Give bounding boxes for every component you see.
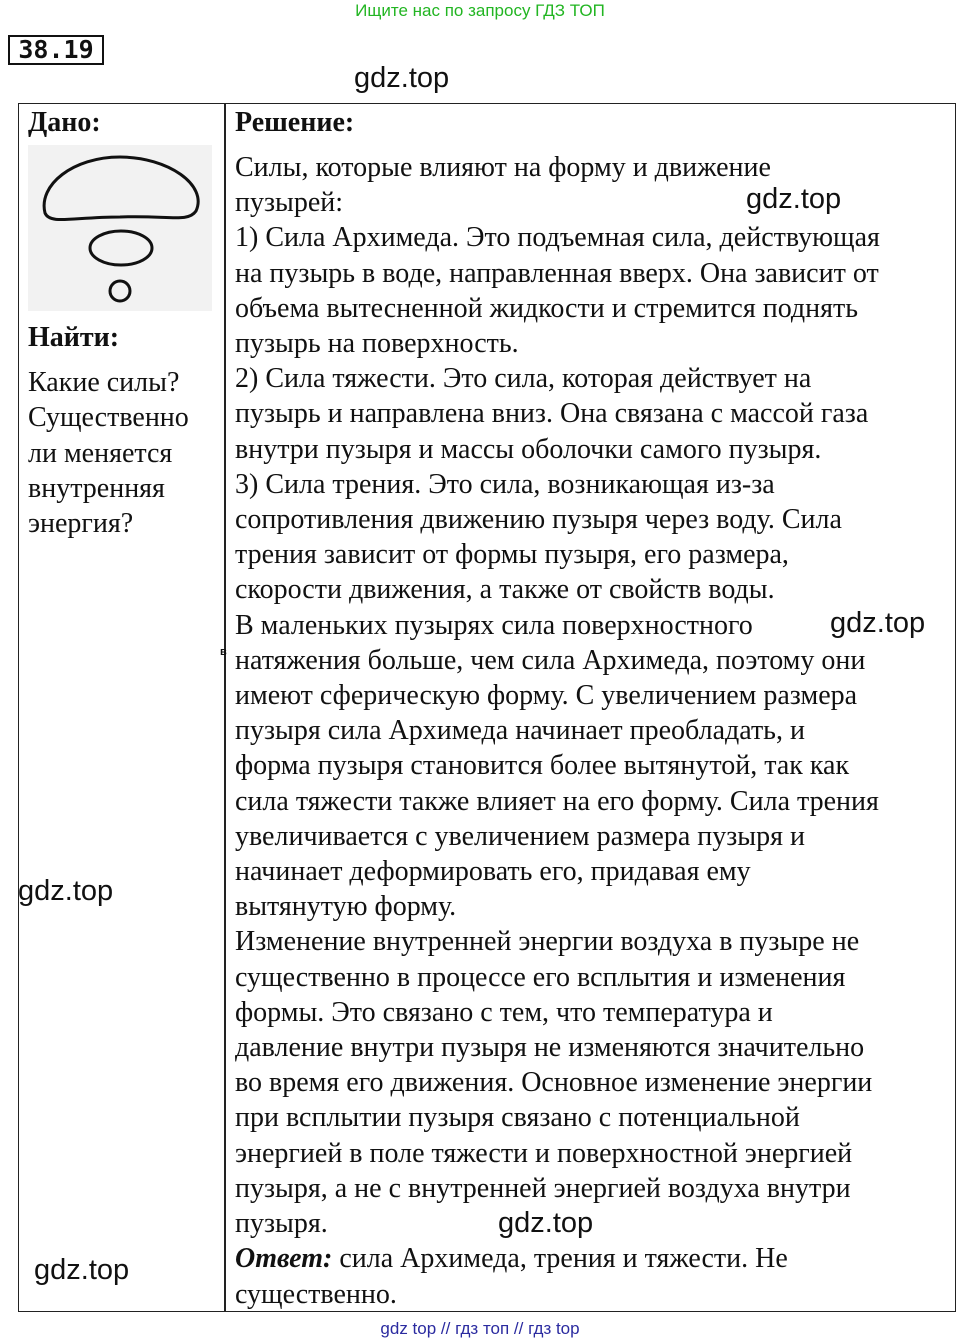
answer-label: Ответ: [235,1243,333,1275]
solution-text [235,150,947,1312]
find-label: Найти: [28,322,120,353]
solution-line: трения зависит от формы пузыря, его размера, [235,539,789,571]
solution-line: пузырь на поверхность. [235,328,519,360]
problem-number: 38.19 [8,35,104,65]
solution-line: форма пузыря становится более вытянутой, так как [235,750,850,782]
solution-line: объема вытесненной жидкости и стремится поднять [235,292,858,324]
solution-line: формы. Это связано с тем, что температура и [235,996,773,1028]
solution-line: при всплытии пузыря связано с потенциальной [235,1102,800,1134]
solution-line: 3) Сила трения. Это сила, возникающая из-за [235,468,775,500]
watermark: gdz.top [34,1254,130,1286]
solution-line: энергией в поле тяжести и поверхностной энергией [235,1137,853,1169]
solution-line: Изменение внутренней энергии воздуха в пузыре не [235,926,860,958]
solution-line: скорости движения, а также от свойств воды. [235,574,775,606]
solution-line: сопротивления движению пузыря через воду. Сила [235,504,842,536]
watermark: gdz.top [18,875,114,907]
given-label: Дано: [28,107,101,138]
solution-line: на пузырь в воде, направленная вверх. Она зависит от [235,257,879,289]
solution-line: пузыря. [235,1208,328,1240]
solution-line: внутри пузыря и массы оболочки самого пузыря. [235,433,822,465]
solution-line: пузыря сила Архимеда начинает преобладать, и [235,715,805,747]
stray-mark: в [220,646,227,658]
solution-line: во время его движения. Основное изменение энергии [235,1067,873,1099]
solution-line: пузырей: [235,187,344,219]
solution-line: пузыря, а не с внутренней энергией воздуха внутри [235,1172,851,1204]
solution-line: натяжения больше, чем сила Архимеда, поэтому они [235,644,866,676]
solution-line: увеличивается с увеличением размера пузыря и [235,820,805,852]
solution-line: Силы, которые влияют на форму и движение [235,152,771,183]
figure-background [28,145,212,311]
solution-line: имеют сферическую форму. С увеличением размера [235,680,858,712]
solution-line: пузырь и направлена вниз. Она связана с массой газа [235,398,869,430]
solution-line: 1) Сила Архимеда. Это подъемная сила, действующая [235,222,880,254]
solution-line: 2) Сила тяжести. Это сила, которая действует на [235,363,812,395]
solution-line: существенно в процессе его всплытия и изменения [235,961,846,993]
bubble-shapes-figure [28,145,212,311]
solution-line: вытянутую форму. [235,891,457,923]
watermark: gdz.top [498,1207,594,1239]
solution-line: сила тяжести также влияет на его форму. Сила трения [235,785,879,817]
solution-line: начинает деформировать его, придавая ему [235,856,751,888]
table-divider [224,103,226,1312]
top-banner: Ищите нас по запросу ГДЗ ТОП [355,1,605,20]
solution-label: Решение: [235,107,355,138]
bottom-banner: gdz top // гдз топ // гдз top [380,1319,580,1338]
watermark: gdz.top [830,607,926,639]
answer-text: сила Архимеда, трения и тяжести. Не [332,1243,788,1275]
find-question: Какие силы? Существенно ли меняется внутренняя энергия? [28,367,189,540]
solution-line: В маленьких пузырях сила поверхностного [235,609,753,641]
answer-line-continued: существенно. [235,1278,397,1310]
answer-line [235,1241,947,1276]
watermark: gdz.top [354,62,450,94]
solution-line: давление внутри пузыря не изменяются значительно [235,1032,865,1064]
watermark: gdz.top [746,183,842,215]
